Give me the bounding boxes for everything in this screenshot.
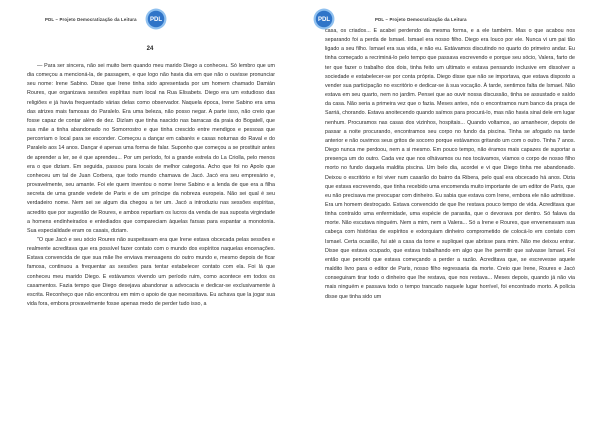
running-header-text: PDL – Projeto Democratização da Leitura bbox=[45, 17, 137, 22]
running-header-text: PDL – Projeto Democratização da Leitura bbox=[375, 17, 467, 22]
paragraph: — Para ser sincera, não sei muito bem quando meu marido Diego a conheceu. Só lembro que um dia começou a mencioná-la, de passagem, e que logo não havia dia em que não o ouvisse pronunciar seu nome: Irene Sabino. Disse que Irene tinha sido apresentada por um homem chamado Damián Roures, que organizava sessões espíritas num local na Rua Elisabets. Diego era um estudioso das religiões e já havia frequentado várias delas como observador. Naquela época, Irene Sabino era uma das atrizes mais famosas do Paralelo. Era uma beleza, não posso negar. A parte isso, não creio que fosse capaz de contar além de dez. Dizíam que tinha nascido nas barracas da praia do Bogatell, que sua mãe a tinha abandonado no Somorrostro e que tinha crescido entre mendigos e pessoas que percorriam o local para se esconder. Começou a dançar em cabarés e casas noturnas do Raval e do Paralelo aos 14 anos. Dançar é apenas uma forma de falar. Suponho que começou a se prostituir antes de aprender a ler, se é que aprendeu... Por um período, foi a grande estrela do La Criolla, pelo menos era o que diziam. Em seguida, passou para locais de melhor categoria. Acho que foi no Apolo que conheceu um tal de Juan Corbera, que todo mundo chamava de Jacó. Jacó era seu empresário e, provavelmente, seu amante. Foi ele quem inventou o nome Irene Sabino e a lenda de que era a filha secreta de uma grande vedete de Paris e de um príncipe da nobreza europeia. Não sei qual é seu verdadeiro nome. Nem sei se algum dia chegou a ter um. Jacó a introduziu nas sessões espíritas, acredito que por sugestão de Roures, e ambos repartiam os lucros da venda de sua suposta virgindade a homens endinheirados e entediados que compareciam àquelas farsas para espantar a monotonia. Sua especialidade eram os casais, diziam. bbox=[27, 63, 275, 234]
right-page bbox=[305, 0, 595, 424]
pdl-logo-icon bbox=[145, 8, 167, 30]
paragraph: casa, os criados... E acabei perdendo da mesma forma, e a ele também. Mas o que acabou nos separando foi a perda de Ismael. Ismael era nosso filho. Diego era louco por ele. Nunca vi um pai tão ligado a seu filho. Ismael era sua vida, e não eu. Estávamos discutindo no quarto do primeiro andar. Eu tinha começado a recriminá-lo pelo tempo que passava escrevendo e porque seu sócio, Valera, farto de ter que fazer o trabalho dos dois, tinha feito um ultimato e estava pensando inclusive em dissolver a sociedade e estabelecer-se por conta própria. Diego disse que não se importava, que estava disposto a vender sua participação no escritório e dedicar-se à sua vocação. À tarde, sentimos falta de Ismael. Não estava em seu quarto, nem no jardim. Pensei que ao ouvir nossa discussão, tinha se assustado e saído da casa. Não seria a primeira vez que o fazia. Meses antes, nós o encontramos num banco da praça de Sarriá, chorando. Estava anoitecendo quando saímos para procurá-lo, mas não havia sinal dele em lugar nenhum. Procuramos nas casas dos vizinhos, hospitais... Quando voltamos, ao amanhecer, depois de passar a noite procurando, encontramos seu corpo no fundo da piscina. Tinha se afogado na tarde anterior e não ouvimos seus gritos de socorro porque estávamos gritando um com o outro. Tinha 7 anos. Diego nunca me perdoou, nem a si mesmo. Em pouco tempo, não éramos mais capazes de suportar a presença um do outro. Cada vez que nos olhávamos ou nos tocávamos, víamos o corpo de nosso filho morto no fundo daquela maldita piscina. Um belo dia, acordei e vi que Diego tinha me abandonado. Deixou o escritório e foi viver num casarão do bairro da Ribera, pelo qual era obcecado há anos. Dizia que estava escrevendo, que tinha recebido uma encomenda muito importante de um editor de Paris, que eu não precisava me preocupar com dinheiro. Eu sabia que estava com Irene, embora ele não admitisse. Era um homem destroçado. Estava convencido de que lhe restava pouco tempo de vida. Acreditava que tinha contraído uma enfermidade, uma espécie de parasita, que o devorava por dentro. Só falava da morte. Não escutava ninguém. Nem a mim, nem a Valera... Só a Irene e Roures, que envenenavam sua cabeça com histórias de espíritos e extorquiam dinheiro comprometido de colocá-lo em contato com Ismael. Certa ocasião, fui até a casa da torre e supliquei que abrisse para mim. Não me deixou entrar. Disse que estava ocupado, que estava trabalhando em algo que lhe permitir que salvasse Ismael. Foi então que percebi que estava começando a perder a razão. Acreditava que, se escrevesse aquele maldito livro para o editor de Paris, nosso filho regressaria da morte. Creio que Irene, Roures e Jacó conseguiram tirar todo o dinheiro que lhe restava, que nos restava... Meses depois, quando já não via mais ninguém e passava todo o tempo trancado naquele lugar horrível, foi encontrado morto. A polícia disse que tinha sido um bbox=[325, 28, 575, 300]
page-number: 24 bbox=[146, 46, 154, 52]
right-body-text bbox=[325, 27, 575, 302]
left-page bbox=[5, 0, 295, 424]
left-body-text bbox=[27, 62, 275, 309]
logo-text: PDL bbox=[149, 17, 163, 24]
running-header bbox=[375, 17, 575, 22]
paragraph: "O que Jacó e seu sócio Roures não suspeitavam era que Irene estava obcecada pelas sessões e realmente acreditava que era possível fazer contato com o mundo dos espíritos naquelas encenações. Estava convencida de que sua mãe lhe enviava mensagens do outro mundo e, mesmo depois de ficar famosa, continuou a frequentar as sessões para tentar estabelecer contato com ela. Foi lá que conheceu meu marido Diego. E estávamos vivendo um período ruim, como acontece em todos os casamentos. Fazia tempo que Diego desejava abandonar a advocacia e dedicar-se exclusivamente à escrita. Reconheço que não encontrou em mim o apoio de que necessitava. Eu achava que la jogar sua vida fora, embora provavelmente fosse apenas medo de perder tudo isso, a bbox=[27, 236, 275, 308]
logo-text: PDL bbox=[317, 17, 331, 24]
